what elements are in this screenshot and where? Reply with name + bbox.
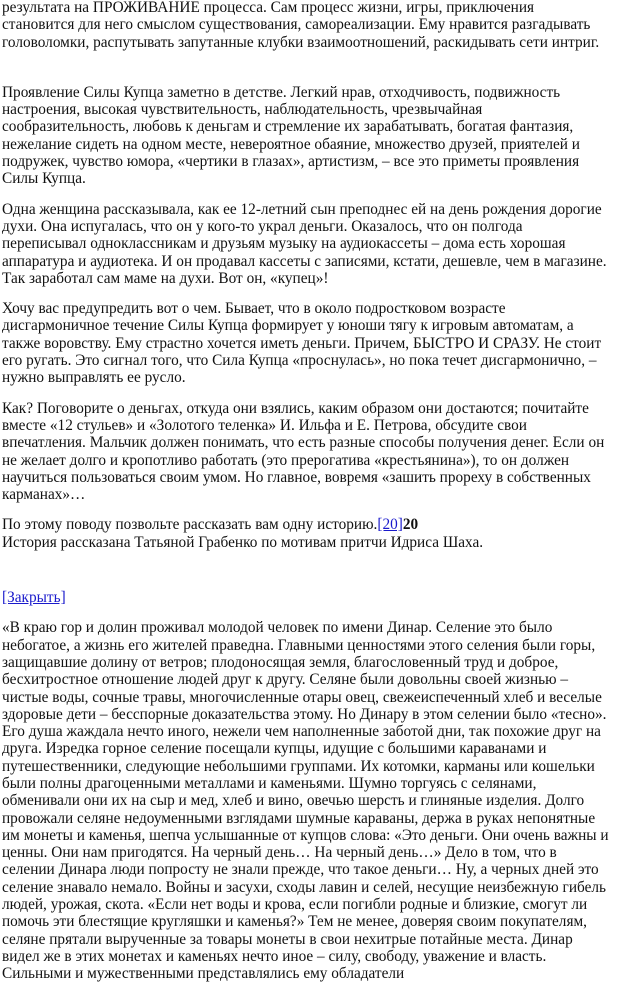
paragraph-childhood-signs: Проявление Силы Купца заметно в детстве. Легкий нрав, отходчивость, подвижность настроения, высокая чувствительность, наблюдательность, чрезвычайная сообразительность, любовь к деньгам и стремление их зарабатывать, богатая фантазия, нежелание сидеть на одном месте, невероятное обаяние, множество друзей, приятелей и подружек, чувство юмора, «чертики в глазах», артистизм, – все это приметы проявления Силы Купца. xyxy=(2,83,580,188)
paragraph-advice: Как? Поговорите о деньгах, откуда они взялись, каким образом они достаются; почитайте вместе «12 стульев» и «Золотого теленка» И. Ильфа и Е. Петрова, обсудите свои впечатления. Мальчик должен понимать, что есть разные способы получения денег. Если он не желает долго и кропотливо работать (это прерогатива «крестьянина»), то он должен научиться пользоваться своим умом. Но главное, вовремя «зашить прореху в собственных карманах»… xyxy=(2,399,605,504)
paragraph-parable-dinar: «В краю гор и долин проживал молодой человек по имени Динар. Селение это было небогатое, а жизнь его жителей праведна. Главными ценностями этого селения были горы, защищавшие долину от ветров; плодоносящая земля, благословенный труд и доброе, бесхитростное отношение людей друг к другу. Селяне были довольны своей жизнью – чистые воды, сочные травы, многочисленные отары овец, свежеиспеченный хлеб и веселые здоровые дети – бесспорные доказательства этому. Но Динару в этом селении было «тесно». Его душа жаждала нечто иного, нежели чем наполненные заботой дни, так похожие друг на друга. Изредка горное селение посещали купцы, идущие с большими караванами и путешественники, следующие небольшими группами. Их котомки, карманы или кошельки были полны драгоценными металлами и каменьями. Шумно торгуясь с селянами, обменивали они их на сыр и мед, хлеб и вино, овечью шерсть и глиняные изделия. Долго провожали селяне недоуменными взглядами шумные караваны, держа в руках непонятные им монеты и каменья, шепча услышанные от купцов слова: «Это деньги. Они очень важны и ценны. Они нам пригодятся. На черный день… На черный день…» Дело в том, что в селении Динара люди попросту не знали прежде, что такое деньги… Ну, а черных дней это селение знавало немало. Войны и засухи, сходы лавин и селей, несущие неизбежную гибель людей, урожая, скота. «Если нет воды и крова, если погибли родные и близкие, смогут ли помочь эти блестящие кругляшки и каменья?» Тем не менее, доверяя своим покупателям, селяне прятали вырученные за товары монеты в свои нехитрые потайные места. Динар видел же в этих монетах и каменьях нечто иное – силу, свободу, уважение и власть. Сильными и мужественными представлялись ему обладатели xyxy=(2,619,609,983)
footnote-text: История рассказана Татьяной Грабенко по мотивам притчи Идриса Шаха. xyxy=(2,533,484,551)
close-footnote-paragraph xyxy=(2,589,610,606)
paragraph-intro-end: результата на ПРОЖИВАНИЕ процесса. Сам процесс жизни, игры, приключения становится для него смыслом существования, самореализации. Ему нравится разгадывать головоломки, распутывать запутанные клубки взаимоотношений, раскидывать сети интриг. xyxy=(2,0,600,51)
paragraph-perfume-story: Одна женщина рассказывала, как ее 12-летний сын преподнес ей на день рождения дорогие духи. Она испугалась, что он у кого-то украл деньги. Оказалось, что он полгода переписывал одноклассникам и друзьям музыку на аудиокассеты – дома есть хорошая аппаратура и аудиотека. И он продавал кассеты с записями, кстати, дешевле, чем в магазине. Так заработал сам маме на духи. Вот он, «купец»! xyxy=(2,200,607,287)
close-footnote-link[interactable]: [Закрыть] xyxy=(2,589,66,607)
paragraph-story-intro xyxy=(2,516,610,533)
paragraph-warning: Хочу вас предупредить вот о чем. Бывает, что в около подростковом возрасте дисгармоничное течение Силы Купца формирует у юноши тягу к игровым автоматам, а также воровству. Ему страстно хочется иметь деньги. Причем, БЫСТРО И СРАЗУ. Не стоит его ругать. Это сигнал того, что Сила Купца «проснулась», но пока течет дисгармонично, – нужно выправлять ее русло. xyxy=(2,300,602,387)
footnote-number: 20 xyxy=(402,516,419,534)
footnote-link-20[interactable]: [20] xyxy=(377,516,403,534)
story-intro-text: По этому поводу позвольте рассказать вам одну историю. xyxy=(2,516,378,534)
